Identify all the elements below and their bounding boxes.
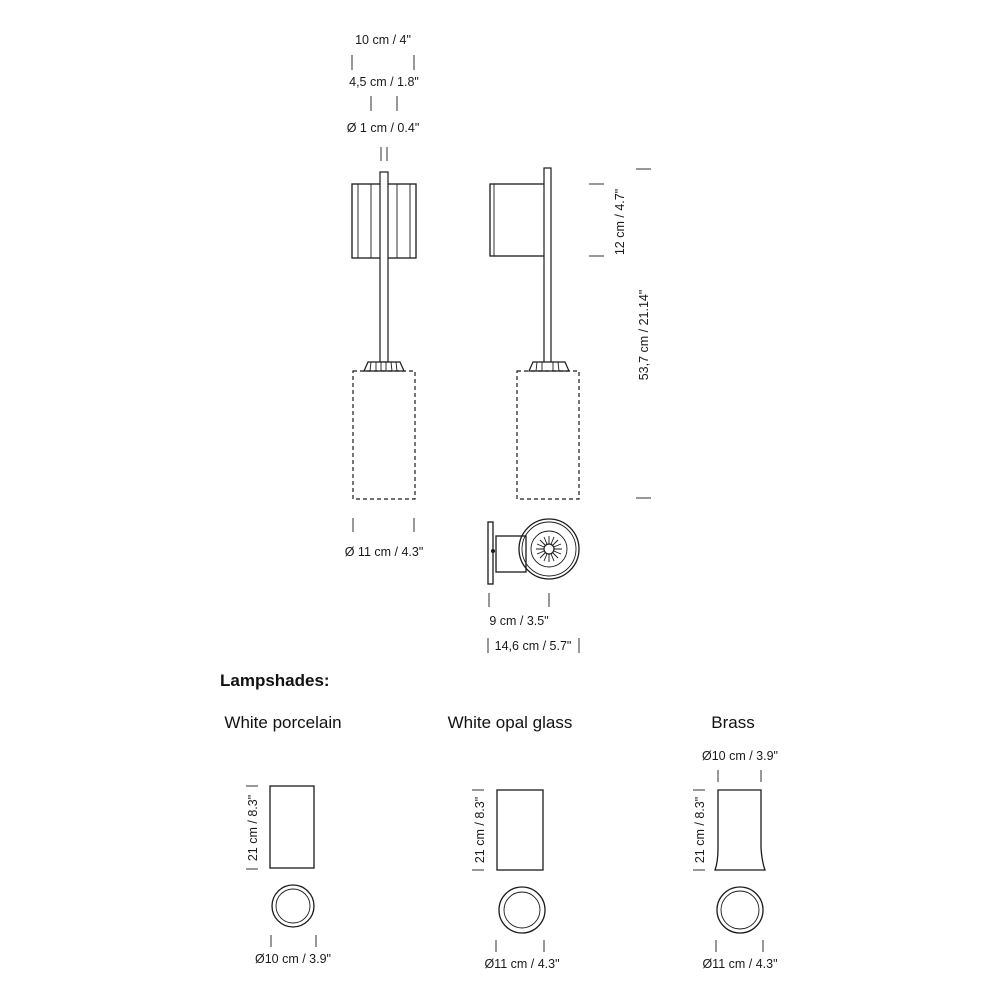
opal-shade-side [497, 790, 543, 870]
porcelain-diameter-label: Ø10 cm / 3.9" [255, 952, 331, 966]
side-rod [544, 168, 551, 364]
plan-view [488, 519, 579, 584]
brass-shade-top [717, 887, 763, 933]
side-view-lamp [490, 168, 579, 499]
opal-shade-top [499, 887, 545, 933]
total-height-label: 53,7 cm / 21.14" [637, 289, 651, 381]
plan-wallplate [488, 522, 493, 584]
brass-height-label: 21 cm / 8.3" [693, 796, 707, 864]
canopy-width-label: 4,5 cm / 1.8" [349, 75, 419, 89]
total-depth-label: 14,6 cm / 5.7" [494, 639, 572, 653]
opal-diameter-label: Ø11 cm / 4.3" [484, 957, 560, 971]
rod-diameter-label: Ø 1 cm / 0.4" [346, 121, 420, 135]
canopy-height-label: 12 cm / 4.7" [613, 188, 627, 256]
top-width-label: 10 cm / 4" [355, 33, 411, 47]
porcelain-shade-side [270, 786, 314, 868]
plan-canopy [496, 536, 526, 572]
shade-name-porcelain: White porcelain [224, 713, 342, 732]
porcelain-shade-top [272, 885, 314, 927]
shade-diameter-label: Ø 11 cm / 4.3" [344, 545, 424, 559]
projection-label: 9 cm / 3.5" [489, 614, 549, 628]
side-lampholder [529, 362, 569, 371]
shade-name-brass: Brass [711, 713, 755, 732]
brass-diameter-label: Ø11 cm / 4.3" [702, 957, 778, 971]
brass-shade-side [715, 790, 765, 870]
opal-height-label: 21 cm / 8.3" [473, 796, 487, 864]
shade-white-opal-glass [448, 713, 573, 971]
front-shade-outline [353, 371, 415, 499]
shade-white-porcelain [224, 713, 341, 966]
brass-top-diameter-label: Ø10 cm / 3.9" [702, 749, 778, 763]
porcelain-height-label: 21 cm / 8.3" [246, 794, 260, 862]
lampshades-heading: Lampshades: [220, 671, 330, 690]
front-view-lamp [352, 172, 416, 499]
front-rod [380, 172, 388, 362]
side-canopy [490, 184, 548, 256]
shade-name-opal-glass: White opal glass [447, 713, 573, 732]
side-shade-outline [517, 371, 579, 499]
shade-brass [693, 713, 778, 971]
